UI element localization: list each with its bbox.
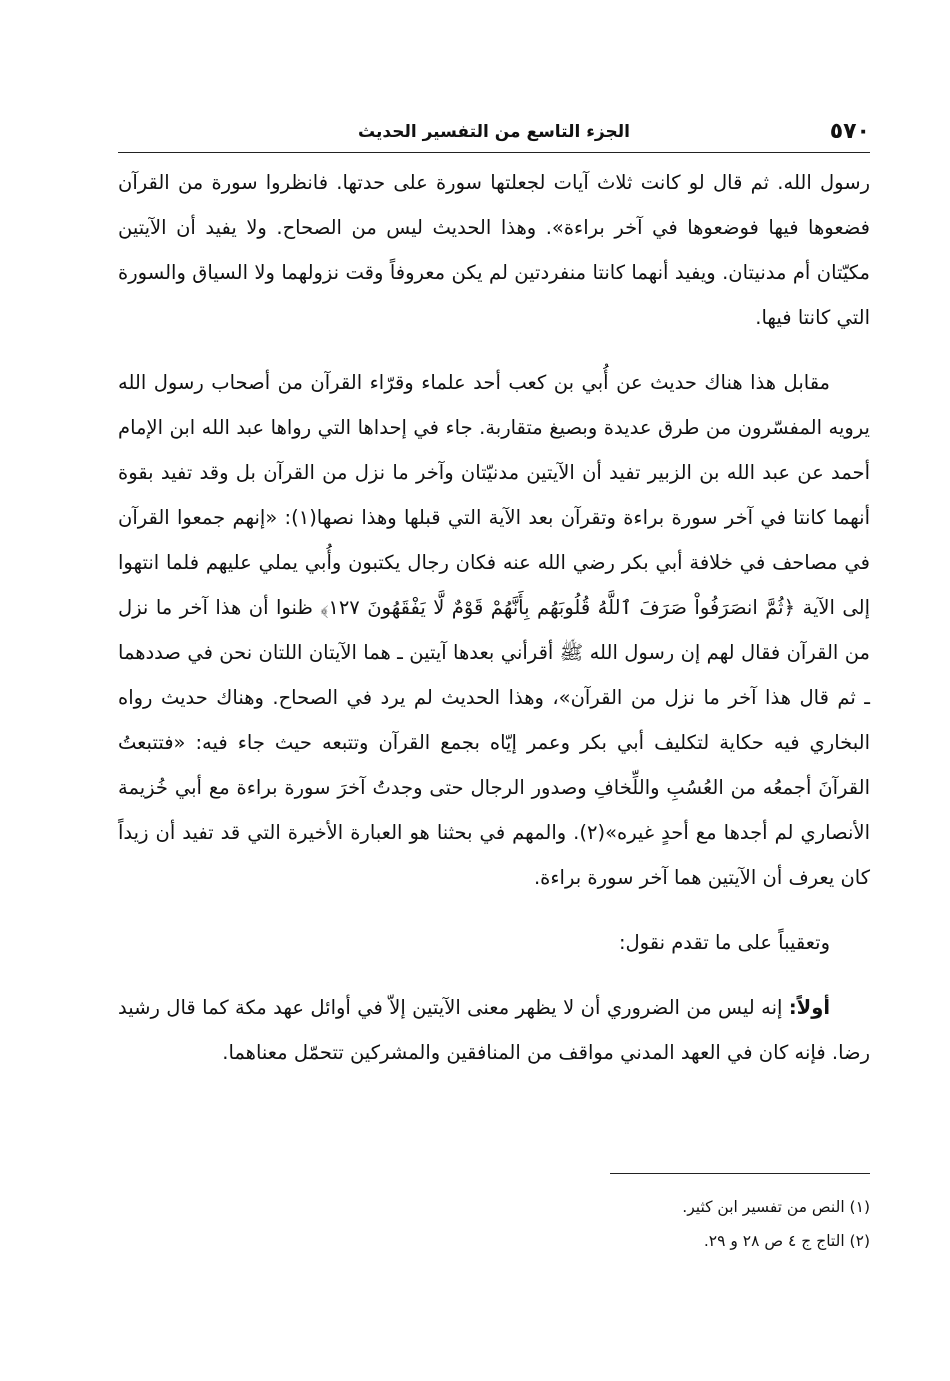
header-rule	[118, 152, 870, 153]
paragraph-4	[118, 985, 870, 1075]
paragraph-4-lead: أولاً:	[788, 996, 830, 1019]
footnotes	[118, 1190, 870, 1258]
page-header	[118, 114, 870, 150]
paragraph-3: وتعقيباً على ما تقدم نقول:	[618, 931, 830, 954]
paragraph-2: مقابل هذا هناك حديث عن أُبي بن كعب أحد علماء وقرّاء القرآن من أصحاب رسول الله يرويه المفسّرون من طرق عديدة وبصيغ متقاربة. جاء في إحداها التي رواها عبد الله ابن الإمام أحمد عن عبد الله بن الزبير تفيد أن الآيتين مدنيّتان وآخر ما نزل من القرآن بل وقد تفيد بقوة أنهما كانتا في آخر سورة براءة وتقرآن بعد الآية التي قبلها وهذا نصها(١): «إنهم جمعوا القرآن في مصاحف في خلافة أبي بكر رضي الله عنه فكان رجال يكتبون وأُبي يملي عليهم فلما انتهوا إلى الآية ﴿ثُمَّ انصَرَفُواْ صَرَفَ ٱللَّهُ قُلُوبَهُم بِأَنَّهُمْ قَوْمٌ لَّا يَفْقَهُونَ ١٢٧﴾ ظنوا أن هذا آخر ما نزل من القرآن فقال لهم إن رسول الله ﷺ أقرأني بعدها آيتين ـ هما الآيتان اللتان نحن في صددهما ـ ثم قال هذا آخر ما نزل من القرآن»، وهذا الحديث لم يرد في الصحاح. وهناك حديث رواه البخاري فيه حكاية لتكليف أبي بكر وعمر إيّاه بجمع القرآن وتتبعه حيث جاء فيه: «فتتبعتُ القرآنَ أجمعُه من العُسُبِ واللِّخافِ وصدور الرجال حتى وجدتُ آخرَ سورة براءة مع أبي خُزيمة الأنصاري لم أجدها مع أحدٍ غيره»(٢). والمهم في بحثنا هو العبارة الأخيرة التي قد تفيد أن زيداً كان يعرف أن الآيتين هما آخر سورة براءة.	[118, 371, 870, 889]
main-text	[118, 160, 870, 1075]
running-title: الجزء التاسع من التفسير الحديث	[358, 122, 630, 142]
footnote-rule	[610, 1173, 870, 1174]
footnote-1: (١) النص من تفسير ابن كثير.	[682, 1198, 870, 1216]
paragraph-4-text: إنه ليس من الضروري أن لا يظهر معنى الآيتين إلاّ في أوائل عهد مكة كما قال رشيد رضا. فإنه كان في العهد المدني مواقف من المنافقين والمشركين تتحمّل معناهما.	[118, 996, 870, 1064]
footnote-2: (٢) التاج ج ٤ ص ٢٨ و ٢٩.	[703, 1232, 870, 1250]
page-number: ٥٧٠	[829, 119, 870, 144]
paragraph-1: رسول الله. ثم قال لو كانت ثلاث آيات لجعلتها سورة على حدتها. فانظروا سورة من القرآن فضعوها فيها فوضعوها في آخر براءة». وهذا الحديث ليس من الصحاح. ولا يفيد أن الآيتين مكيّتان أم مدنيتان. ويفيد أنهما كانتا منفردتين لم يكن معروفاً وقت نزولهما ولا السياق والسورة التي كانتا فيها.	[118, 171, 870, 329]
